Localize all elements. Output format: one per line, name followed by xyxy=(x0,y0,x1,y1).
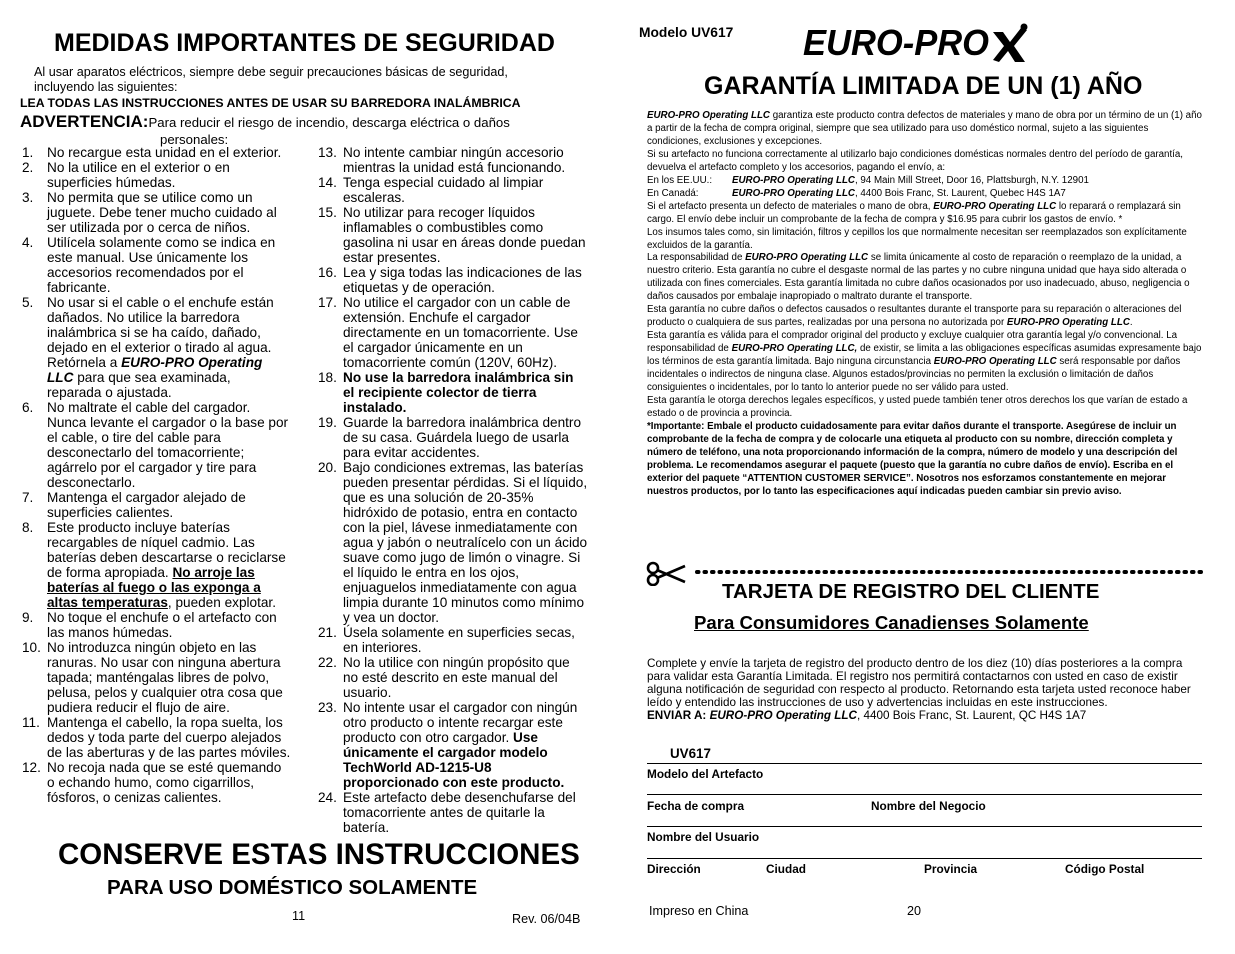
safety-item-line: otro producto o intente recargar este xyxy=(343,715,563,730)
safety-item-number: 19. xyxy=(318,415,337,430)
safety-item xyxy=(22,190,312,235)
safety-item-line: únicamente el cargador modelo xyxy=(343,745,548,760)
safety-item-line: de forma apropiada. No arroje las xyxy=(47,565,255,580)
safety-item-line: reparada o ajustada. xyxy=(47,385,172,400)
postal-code-label: Código Postal xyxy=(1065,862,1145,876)
safety-item-line: Nunca levante el cargador o la base por xyxy=(47,415,289,430)
safety-item-line: fabricante. xyxy=(47,280,111,295)
safety-item-number: 9. xyxy=(22,610,34,625)
warranty-paragraph: Esta garantía le otorga derechos legales específicos, y usted puede también tener otros derechos los que varían de estado a estado o de provincia a provincia. xyxy=(647,394,1188,419)
safety-item-line: de las aberturas y de las partes móviles. xyxy=(47,745,291,760)
safety-item xyxy=(318,790,608,835)
safety-item-number: 8. xyxy=(22,520,34,535)
safety-item-line: Bajo condiciones extremas, las baterías xyxy=(343,460,584,475)
warning-line xyxy=(20,112,510,132)
address-label: Dirección xyxy=(647,862,701,876)
safety-item-line: No intente usar el cargador con ningún xyxy=(343,700,578,715)
safety-item-line: desconectarlo. xyxy=(47,475,136,490)
warranty-paragraph: Esta garantía no cubre daños o defectos causados o resultantes durante el transporte para su reparación o alteraciones del producto o cualquiera de sus partes, realizadas por una persona no autorizada por EURO-PRO Operating LLC. xyxy=(647,304,1182,329)
safety-item-line: tomacorriente común (120V, 60Hz). xyxy=(343,355,558,370)
safety-item xyxy=(318,295,608,370)
warranty-paragraph: Si su artefacto no funciona correctamente al utilizarlo bajo condiciones domésticas normales dentro del período de garantía, devuelva el artefacto completo y los accesorios, pagando el envío, a: xyxy=(647,148,1184,173)
card-instructions xyxy=(647,658,1202,723)
safety-list-column-1 xyxy=(22,145,312,805)
safety-item xyxy=(22,490,312,520)
intro-text xyxy=(34,65,594,94)
safety-item-line: No utilizar para recoger líquidos xyxy=(343,205,535,220)
logo-wordmark: EURO-PRO xyxy=(803,22,989,63)
warranty-address-us: En los EE.UU.: EURO-PRO Operating LLC, 94 Main Mill Street, Door 16, Plattsburgh, N.Y. 12901 xyxy=(647,174,1089,186)
safety-item-line: pueden presentar pérdidas. Si el líquido, xyxy=(343,475,588,490)
safety-item-line: recargables de níquel cadmio. Las xyxy=(47,535,255,550)
safety-item-number: 22. xyxy=(318,655,337,670)
safety-item-line: dedos y toda parte del cuerpo alejados xyxy=(47,730,282,745)
safety-list-column-2 xyxy=(318,145,608,835)
safety-item xyxy=(22,715,312,760)
safety-item-line: suave como jugo de limón o vinagre. Si xyxy=(343,550,581,565)
safety-item xyxy=(318,205,608,265)
household-use-title: PARA USO DOMÉSTICO SOLAMENTE xyxy=(107,876,478,899)
safety-item-line: agárrelo por el cargador y tire para xyxy=(47,460,257,475)
safety-item-line: agua y jabón o neutralícelo con un ácido xyxy=(343,535,588,550)
safety-item xyxy=(318,700,608,790)
safety-item-line: juguete. Debe tener mucho cuidado al xyxy=(47,205,277,220)
safety-item-line: el recipiente colector de tierra xyxy=(343,385,537,400)
safety-item-line: Lea y siga todas las indicaciones de las xyxy=(343,265,582,280)
safety-item-line: No recoja nada que se esté quemando xyxy=(47,760,282,775)
safety-item-line: para evitar accidentes. xyxy=(343,445,480,460)
warning-text: Para reducir el riesgo de incendio, descarga eléctrica o daños xyxy=(148,115,510,130)
store-name-label: Nombre del Negocio xyxy=(871,799,986,813)
safety-item-number: 3. xyxy=(22,190,34,205)
warranty-paragraph: EURO-PRO Operating LLC garantiza este producto contra defectos de materiales y mano de obra por un término de un (1) año a partir de la fecha de compra original, siempre que sea utilizado para uso doméstico normal, sujeto a las siguientes condiciones, exclusiones y excepciones. xyxy=(647,110,1202,147)
registration-card-title: TARJETA DE REGISTRO DEL CLIENTE xyxy=(722,580,1100,603)
intro-line: incluyendo las siguientes: xyxy=(34,79,178,94)
safety-item-line: y vea un doctor. xyxy=(343,610,439,625)
safety-item xyxy=(22,520,312,610)
warning-text: personales: xyxy=(160,132,229,147)
safety-item-line: No usar si el cable o el enchufe están xyxy=(47,295,274,310)
safety-item-line: Guarde la barredora inalámbrica dentro xyxy=(343,415,582,430)
safety-item-line: instalado. xyxy=(343,400,407,415)
safety-item-line: No introduzca ningún objeto en las xyxy=(47,640,257,655)
warranty-paragraph: Si el artefacto presenta un defecto de materiales o mano de obra, EURO-PRO Operating LLC lo reparará o remplazará sin cargo. El envío debe incluir un comprobante de la fecha de compra y $16.95 para cubrir los gastos de envío. * xyxy=(647,200,1181,225)
safety-item-number: 4. xyxy=(22,235,34,250)
safety-item xyxy=(22,295,312,400)
safety-item xyxy=(318,370,608,415)
safety-item-number: 17. xyxy=(318,295,337,310)
safety-item-number: 13. xyxy=(318,145,337,160)
important-note: *Importante: Embale el producto cuidadosamente para evitar daños durante el transporte. Asegúrese de incluir un comprobante de la fecha de compra y de colocarle una etiqueta al producto con su nombre, dirección completa y número de teléfono, una nota proporcionando información de la compra, número de modelo y una descripción del problema. Le recomendamos asegurar el paquete (puesto que la garantía no cubre daños de envío). Escriba en el exterior del paquete “ATTENTION CUSTOMER SERVICE”. Nosotros nos esforzamos constantemente en mejorar nuestros productos, por lo tanto las especificaciones aquí indicadas pueden cambiar sin previo aviso. xyxy=(647,420,1178,497)
revision-label: Rev. 06/04B xyxy=(512,912,581,926)
safety-item xyxy=(22,235,312,295)
safety-item xyxy=(318,460,608,625)
safety-item-line: con la piel, lávese inmediatamente con xyxy=(343,520,578,535)
printed-in-label: Impreso en China xyxy=(649,904,749,918)
warning-label: ADVERTENCIA: xyxy=(20,112,149,131)
safety-item-line: No use la barredora inalámbrica sin xyxy=(343,370,574,385)
safety-item-line: pelusa, pelos y cualquier otra cosa que xyxy=(47,685,283,700)
safety-item-line: hidróxido de potasio, entra en contacto xyxy=(343,505,578,520)
safety-item-number: 21. xyxy=(318,625,337,640)
safety-item xyxy=(22,640,312,715)
safety-item-line: el líquido le entra en los ojos, xyxy=(343,565,520,580)
safety-item-line: tapada; manténgalas libres de polvo, xyxy=(47,670,270,685)
model-value: UV617 xyxy=(670,746,711,761)
safety-item-line: o echando humo, como cigarrillos, xyxy=(47,775,255,790)
safety-item-number: 15. xyxy=(318,205,337,220)
safety-item-line: LLC para que sea examinada, xyxy=(47,370,231,385)
safety-item-line: No permita que se utilice como un xyxy=(47,190,253,205)
save-instructions-title: CONSERVE ESTAS INSTRUCCIONES xyxy=(58,838,580,871)
safety-item xyxy=(22,160,312,190)
safety-item-line: este manual. Use únicamente los xyxy=(47,250,248,265)
warranty-paragraph: Los insumos tales como, sin limitación, filtros y cepillos los que normalmente necesitan ser reemplazados son explícitamente excluidos de la garantía. xyxy=(647,226,1187,251)
safety-item-line: las manos húmedas. xyxy=(47,625,173,640)
intro-line: Al usar aparatos eléctricos, siempre debe seguir precauciones básicas de seguridad, xyxy=(34,65,508,79)
safety-item-line: extensión. Enchufe el cargador xyxy=(343,310,531,325)
safety-item-line: Este artefacto debe desenchufarse del xyxy=(343,790,576,805)
user-name-label: Nombre del Usuario xyxy=(647,830,760,844)
registration-card-subtitle: Para Consumidores Canadienses Solamente xyxy=(694,612,1089,633)
safety-item-line: ranuras. No usar con ninguna abertura xyxy=(47,655,281,670)
safety-item-line: No maltrate el cable del cargador. xyxy=(47,400,251,415)
safety-item-line: de su casa. Guárdela luego de usarla xyxy=(343,430,569,445)
safety-item-line: dejado en el exterior o tirado al agua. xyxy=(47,340,272,355)
safety-title: MEDIDAS IMPORTANTES DE SEGURIDAD xyxy=(54,29,555,57)
purchase-date-label: Fecha de compra xyxy=(647,799,745,813)
safety-item-line: accesorios recomendados por el xyxy=(47,265,244,280)
warranty-title: GARANTÍA LIMITADA DE UN (1) AÑO xyxy=(704,72,1143,100)
safety-item-line: escaleras. xyxy=(343,190,405,205)
safety-item xyxy=(22,400,312,490)
read-all-notice: LEA TODAS LAS INSTRUCCIONES ANTES DE USAR SU BARREDORA INALÁMBRICA xyxy=(20,96,521,110)
card-instructions-text: Complete y envíe la tarjeta de registro del producto dentro de los diez (10) días posteriores a la compra para validar esta Garantía Limitada. El registro nos permitirá contactarnos con usted en caso de existir alguna notificación de seguridad con respecto al producto. Retornando esta tarjeta usted reconoce haber leído y entendido las instrucciones de uso y advertencias incluidas en este instrucciones. xyxy=(647,657,1191,709)
safety-item-line: Úsela solamente en superficies secas, xyxy=(343,625,575,640)
euro-pro-logo xyxy=(803,18,1031,66)
safety-item-line: Retórnela a EURO-PRO Operating xyxy=(47,355,263,370)
safety-item-number: 14. xyxy=(318,175,337,190)
safety-item-line: usuario. xyxy=(343,685,392,700)
safety-item-line: inalámbrica si se ha caído, dañado, xyxy=(47,325,261,340)
safety-item-line: mientras la unidad está funcionando. xyxy=(343,160,566,175)
safety-item xyxy=(22,610,312,640)
safety-item-line: Mantenga el cabello, la ropa suelta, los xyxy=(47,715,283,730)
safety-item xyxy=(318,175,608,205)
safety-item-line: producto con otro cargador. Use xyxy=(343,730,538,745)
province-label: Provincia xyxy=(924,862,978,876)
safety-item-line: Tenga especial cuidado al limpiar xyxy=(343,175,544,190)
safety-item xyxy=(318,655,608,700)
safety-item-line: baterías deben descartarse o reciclarse xyxy=(47,550,286,565)
safety-item-line: fósforos, o cenizas calientes. xyxy=(47,790,222,805)
safety-item-number: 24. xyxy=(318,790,337,805)
address-field-line xyxy=(647,858,1202,859)
purchase-date-field-line xyxy=(647,794,1202,795)
safety-item xyxy=(318,145,608,175)
safety-item xyxy=(318,265,608,295)
safety-item xyxy=(318,625,608,655)
safety-item-line: No utilice el cargador con un cable de xyxy=(343,295,571,310)
safety-item-line: el cable, o tire del cable para xyxy=(47,430,221,445)
safety-item-line: superficies calientes. xyxy=(47,505,174,520)
euro-pro-logo-graphic xyxy=(803,18,1031,66)
safety-item-line: Mantenga el cargador alejado de xyxy=(47,490,246,505)
safety-item-line: dañados. No utilice la barredora xyxy=(47,310,240,325)
safety-item-line: no esté descrito en este manual del xyxy=(343,670,558,685)
safety-item-line: proporcionado con este producto. xyxy=(343,775,565,790)
warranty-paragraph: Esta garantía es válida para el comprador original del producto y excluye cualquier otra garantía legal y/o convencional. La responsabilidad de EURO-PRO Operating LLC, de existir, se limita a las obligaciones específicas asumidas expresamente bajo los términos de esta garantía limitada. Bajo ninguna circunstancia EURO-PRO Operating LLC será responsable por daños incidentales o indirectos de ninguna clase. Algunos estados/provincias no permiten la exclusión o limitación de daños consiguientes o incidentales, por lo tanto lo anterior puede no ser válido para usted. xyxy=(647,330,1202,394)
warranty-body xyxy=(647,110,1205,499)
safety-item-number: 12. xyxy=(22,760,41,775)
safety-item-number: 2. xyxy=(22,160,34,175)
safety-item-number: 5. xyxy=(22,295,34,310)
safety-item-number: 1. xyxy=(22,145,34,160)
safety-item-line: que es una solución de 20-35% xyxy=(343,490,534,505)
page-number-left: 11 xyxy=(292,909,306,923)
city-label: Ciudad xyxy=(766,862,806,876)
safety-item-line: directamente en un tomacorriente. Use xyxy=(343,325,578,340)
model-label: Modelo UV617 xyxy=(639,25,734,40)
safety-item-line: batería. xyxy=(343,820,390,835)
safety-item-line: en interiores. xyxy=(343,640,422,655)
safety-item-line: tomacorriente antes de quitarle la xyxy=(343,805,545,820)
safety-item xyxy=(22,760,312,805)
safety-item-line: superficies húmedas. xyxy=(47,175,176,190)
warranty-paragraph: La responsabilidad de EURO-PRO Operating LLC se limita únicamente al costo de reparación o reemplazo de la unidad, a nuestro criterio. Esta garantía no cubre el desgaste normal de las partes y no cubre ninguna unidad que haya sido alterada o utilizada con fines comerciales. Esta garantía limitada no cubre daños ocasionados por uso inadecuado, abuso, negligencia o daños causados por embalaje inapropiado o maltrato durante el transporte. xyxy=(647,252,1190,303)
safety-item-number: 23. xyxy=(318,700,337,715)
safety-item-number: 10. xyxy=(22,640,41,655)
safety-item-line: pudiera reducir el flujo de aire. xyxy=(47,700,230,715)
model-field-label: Modelo del Artefacto xyxy=(647,767,764,781)
safety-item-line: TechWorld AD-1215-U8 xyxy=(343,760,492,775)
safety-item-number: 6. xyxy=(22,400,34,415)
safety-item-line: No la utilice en el exterior o en xyxy=(47,160,230,175)
safety-item-number: 20. xyxy=(318,460,337,475)
safety-item xyxy=(22,145,312,160)
safety-item-line: No intente cambiar ningún accesorio xyxy=(343,145,564,160)
safety-item-number: 11. xyxy=(22,715,40,730)
safety-item-line: enjuaguelos inmediatamente con agua xyxy=(343,580,577,595)
safety-item-line: altas temperaturas, pueden explotar. xyxy=(47,595,276,610)
safety-item-number: 7. xyxy=(22,490,34,505)
safety-item-number: 18. xyxy=(318,370,337,385)
safety-item-line: No recargue esta unidad en el exterior. xyxy=(47,145,282,160)
safety-item-line: Utilícela solamente como se indica en xyxy=(47,235,276,250)
safety-item-line: Este producto incluye baterías xyxy=(47,520,230,535)
safety-item-line: estar presentes. xyxy=(343,250,441,265)
safety-item-line: desconectarlo del tomacorriente; xyxy=(47,445,245,460)
safety-item-line: No la utilice con ningún propósito que xyxy=(343,655,570,670)
safety-item-line: etiquetas y de operación. xyxy=(343,280,495,295)
warranty-address-ca: En Canadá: EURO-PRO Operating LLC, 4400 Bois Franc, St. Laurent, Quebec H4S 1A7 xyxy=(647,187,1066,199)
safety-item-line: limpia durante 10 minutos como mínimo xyxy=(343,595,585,610)
page-number-right: 20 xyxy=(907,904,922,918)
safety-item-line: gasolina ni usar en áreas donde puedan xyxy=(343,235,586,250)
safety-item-line: inflamables o combustibles como xyxy=(343,220,544,235)
send-to-line: ENVIAR A: EURO-PRO Operating LLC, 4400 Bois Franc, St. Laurent, QC H4S 1A7 xyxy=(647,708,1087,722)
user-name-field-line xyxy=(647,826,1202,827)
model-field-line xyxy=(647,763,1202,764)
safety-item-line: el cargador únicamente en un xyxy=(343,340,523,355)
safety-item xyxy=(318,415,608,460)
safety-item-line: No toque el enchufe o el artefacto con xyxy=(47,610,277,625)
safety-item-line: ser utilizada por o cerca de niños. xyxy=(47,220,251,235)
safety-item-number: 16. xyxy=(318,265,337,280)
safety-item-line: baterías al fuego o las exponga a xyxy=(47,580,261,595)
